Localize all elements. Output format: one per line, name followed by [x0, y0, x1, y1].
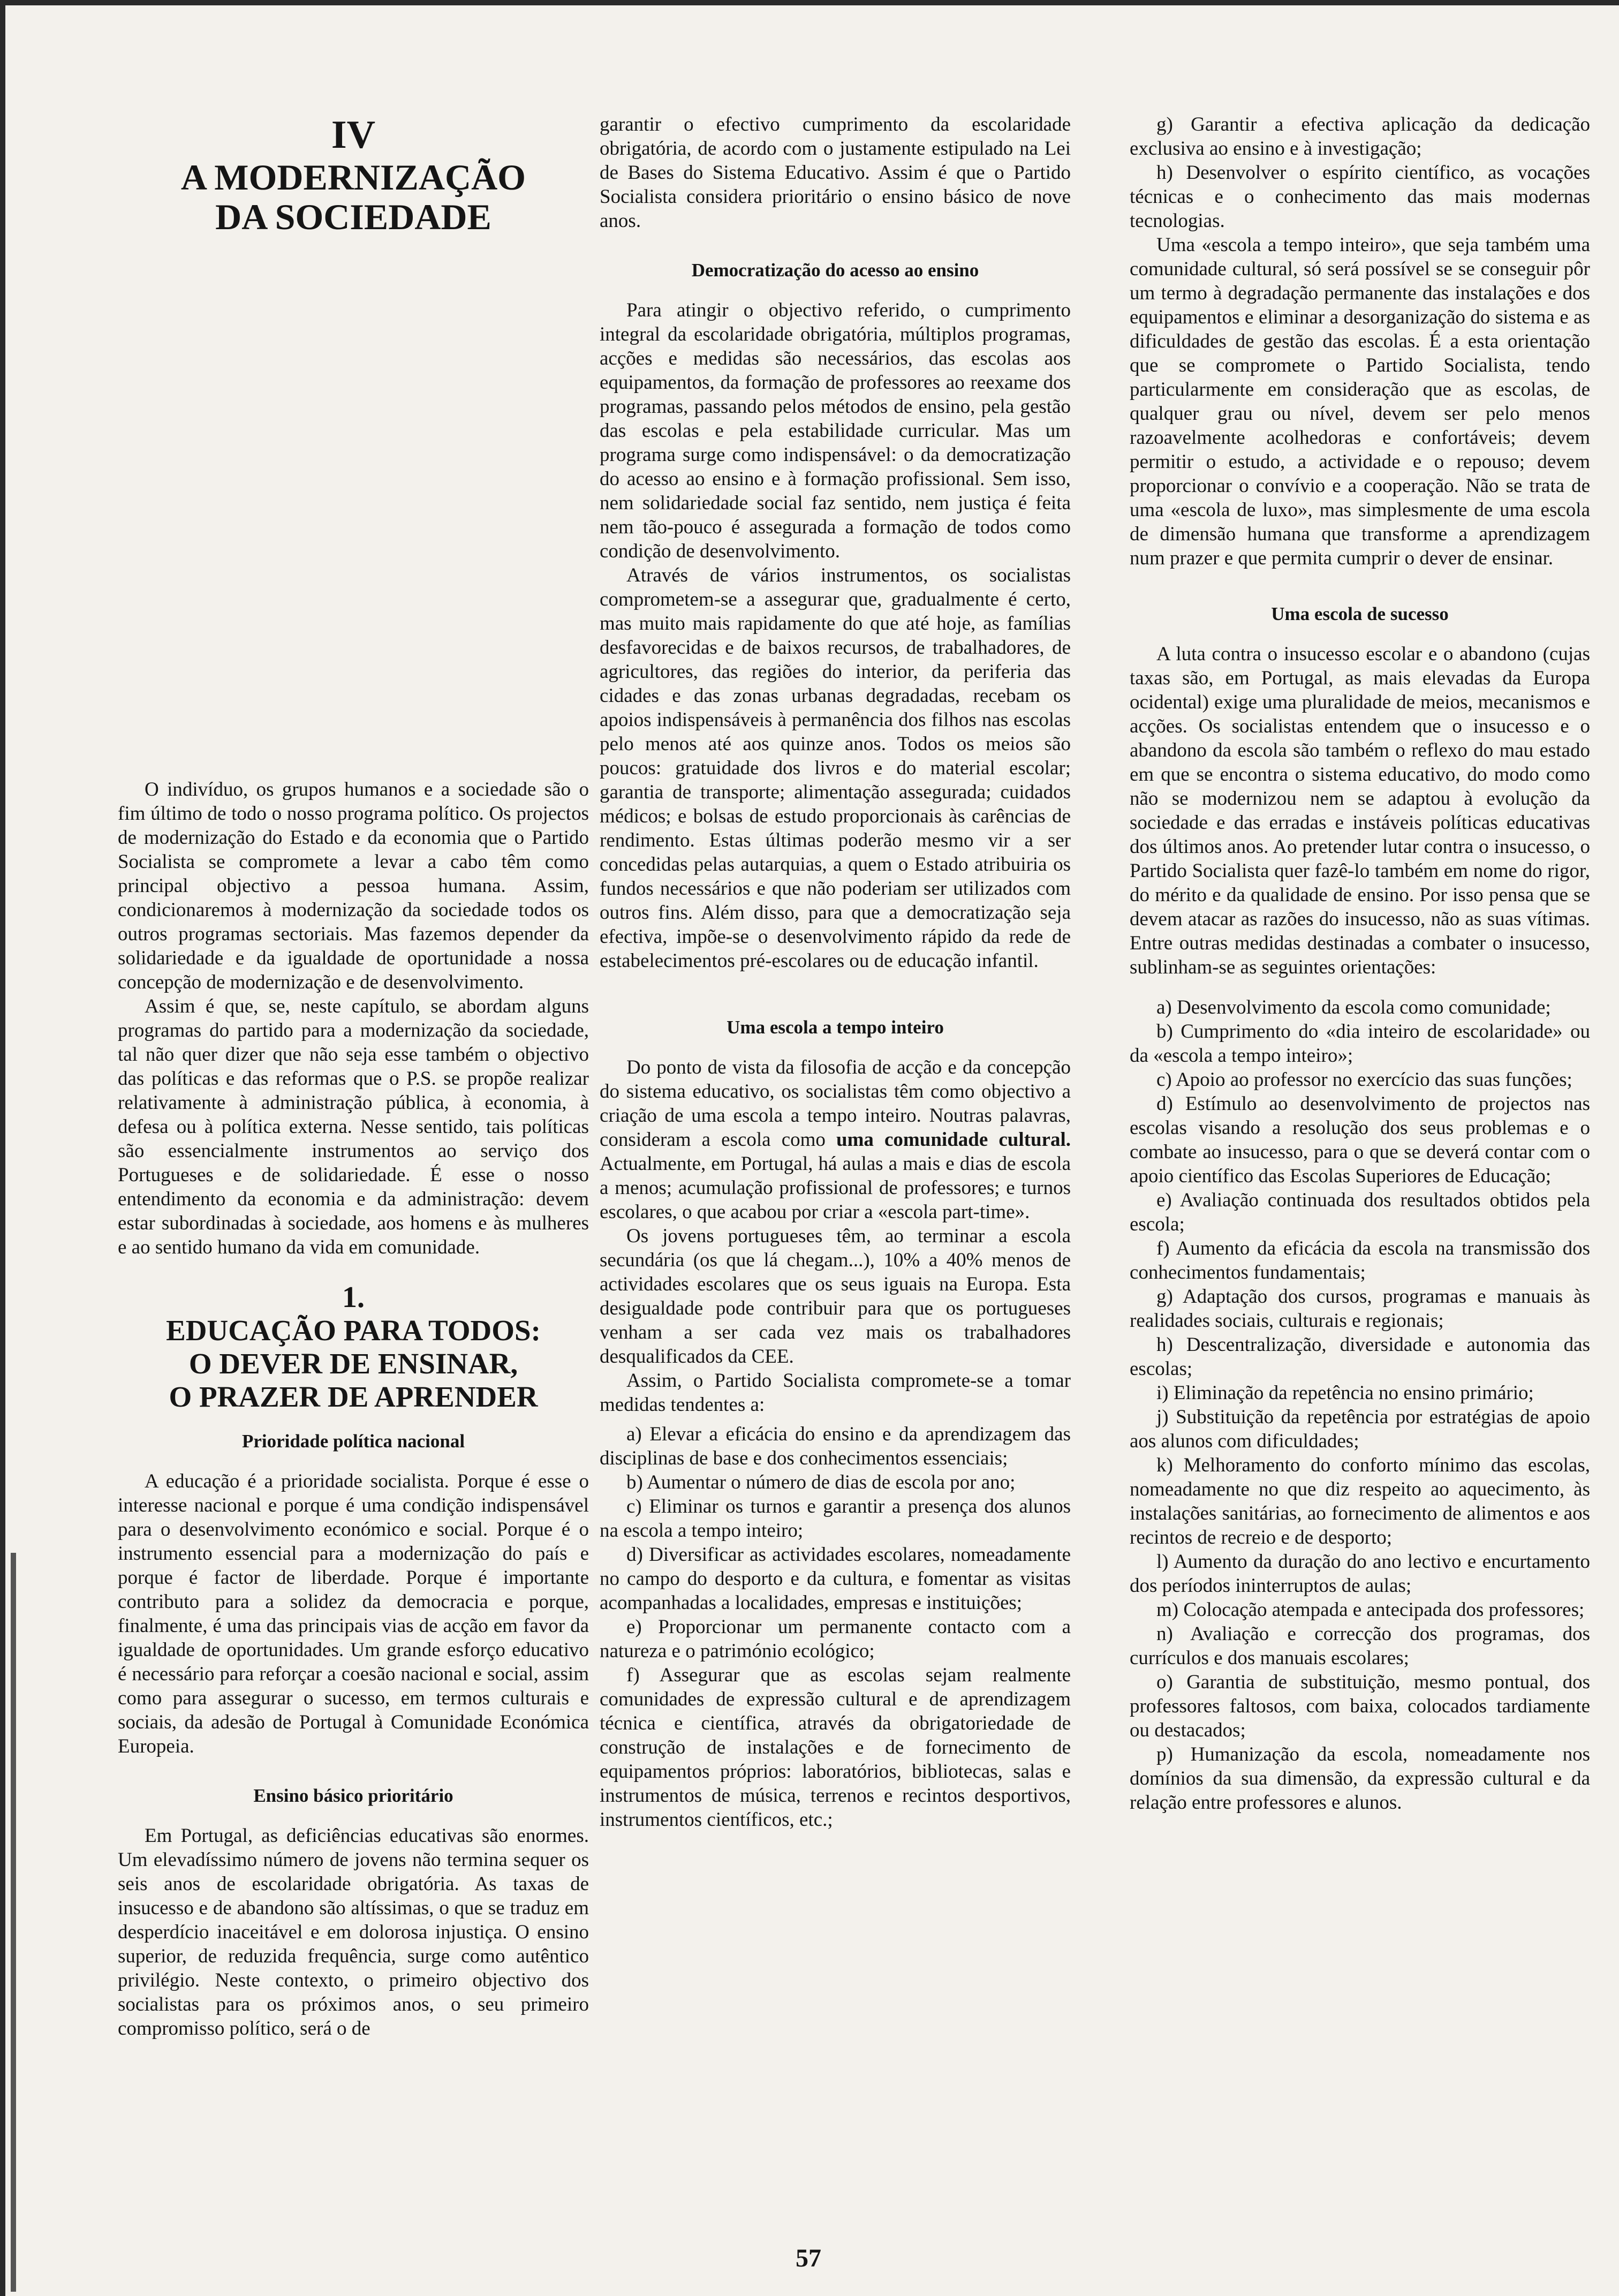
list-item: o) Garantia de substituição, mesmo pontual, dos professores faltosos, com baixa, colocados tardiamente ou destacados;	[1130, 1671, 1590, 1741]
blank-space	[118, 237, 589, 777]
list-item: p) Humanização da escola, nomeadamente nos domínios da sua dimensão, da expressão cultural e da relação entre professores e alunos.	[1130, 1743, 1590, 1814]
paragraph: Os jovens portugueses têm, ao terminar a escola secundária (os que lá chegam...), 10% a 40% menos de actividades escolares que os seus iguais na Europa. Esta desigualdade pode contribuir para que os portugueses venham a ser cada vez mais os trabalhadores desqualificados da CEE.	[600, 1225, 1071, 1368]
list-item: d) Diversificar as actividades escolares, nomeadamente no campo do desporto e da cultura, e fomentar as visitas acompanhadas a localidades, empresas e instituições;	[600, 1544, 1071, 1614]
list-item: c) Apoio ao professor no exercício das suas funções;	[1156, 1069, 1572, 1091]
text-run: Actualmente, em Portugal, há aulas a mais e dias de escola a menos; acumulação profissional de professores; e turnos escolares, o que acabou por criar a «escola part-time».	[600, 1153, 1071, 1223]
column-middle	[600, 112, 1071, 2174]
subheading: Democratização do acesso ao ensino	[691, 260, 979, 281]
chapter-number: IV	[331, 113, 376, 157]
list-item: c) Eliminar os turnos e garantir a presença dos alunos na escola a tempo inteiro;	[600, 1496, 1071, 1542]
list-item: m) Colocação atempada e antecipada dos professores;	[1156, 1599, 1585, 1621]
measures-list-continued	[1130, 112, 1590, 233]
chapter-title-line1: A MODERNIZAÇÃO	[180, 157, 526, 198]
list-item: g) Adaptação dos cursos, programas e manuais às realidades sociais, culturais e regionais;	[1130, 1286, 1590, 1332]
list-item: h) Descentralização, diversidade e autonomia das escolas;	[1130, 1334, 1590, 1380]
section-title-line1: EDUCAÇÃO PARA TODOS:	[166, 1314, 541, 1347]
paragraph: Para atingir o objectivo referido, o cumprimento integral da escolaridade obrigatória, múltiplos programas, acções e medidas são necessários, das escolas aos equipamentos, da formação de professores ao reexame dos programas, passando pelos métodos de ensino, pela gestão das escolas e pela estabilidade curricular. Mas um programa surge como indispensável: o da democratização do acesso ao ensino e à formação profissional. Sem isso, nem solidariedade social faz sentido, nem justiça é feita nem tão-pouco é assegurada a formação de todos como condição de desenvolvimento.	[600, 299, 1071, 562]
list-item: n) Avaliação e correcção dos programas, dos currículos e dos manuais escolares;	[1130, 1623, 1590, 1669]
paragraph: Em Portugal, as deficiências educativas são enormes. Um elevadíssimo número de jovens não termina sequer os seis anos de escolaridade obrigatória. As taxas de insucesso e de abandono são altíssimas, o que se traduz em desperdício inaceitável e em dolorosa injustiça. O ensino superior, de reduzida frequência, surge como autêntico privilégio. Neste contexto, o primeiro objectivo dos socialistas para os próximos anos, o seu primeiro compromisso político, será o de	[118, 1825, 589, 2040]
paragraph: Assim é que, se, neste capítulo, se abordam alguns programas do partido para a modernização da sociedade, tal não quer dizer que não seja esse também o objectivo das políticas e das reformas que o P.S. se propõe realizar relativamente à administração pública, à economia, à defesa ou à política externa. Nesse sentido, tais políticas são essencialmente instrumentos ao serviço dos Portugueses e de solidariedade. É esse o nosso entendimento da economia e da administração: devem estar subordinadas à sociedade, aos homens e às mulheres e ao sentido humano da vida em comunidade.	[118, 995, 589, 1258]
paragraph: A luta contra o insucesso escolar e o abandono (cujas taxas são, em Portugal, as mais elevadas da Europa ocidental) exige uma pluralidade de meios, mecanismos e acções. Os socialistas entendem que o insucesso e o abandono da escola são também o reflexo do mau estado em que se encontra o sistema educativo, do modo como não se modernizou nem se adaptou à evolução da sociedade e das erradas e instáveis políticas educativas dos últimos anos. Ao pretender lutar contra o insucesso, o Partido Socialista quer fazê-lo também em nome do rigor, do mérito e da qualidade de ensino. Por isso pensa que se devem atacar as razões do insucesso, não as suas vítimas. Entre outras medidas destinadas a combater o insucesso, sublinham-se as seguintes orientações:	[1130, 643, 1590, 978]
column-right	[1130, 112, 1590, 2174]
list-item: j) Substituição da repetência por estratégias de apoio aos alunos com dificuldades;	[1130, 1406, 1590, 1452]
list-item: d) Estímulo ao desenvolvimento de projectos nas escolas visando a resolução dos seus problemas e o combate ao insucesso, para o que se deverá contar com o apoio científico das Escolas Superiores de Educação;	[1130, 1093, 1590, 1187]
section-title-line2: O DEVER DE ENSINAR,	[188, 1347, 518, 1380]
list-item: b) Cumprimento do «dia inteiro de escolaridade» ou da «escola a tempo inteiro»;	[1130, 1021, 1590, 1067]
section-number: 1.	[342, 1281, 365, 1314]
bold-text: uma comunidade cultural.	[836, 1129, 1071, 1151]
column-left	[118, 112, 589, 2174]
list-item: i) Eliminação da repetência no ensino primário;	[1156, 1382, 1534, 1404]
chapter-title-line2: DA SOCIEDADE	[215, 197, 491, 237]
subheading: Uma escola a tempo inteiro	[727, 1017, 944, 1038]
text-run: Do ponto de vista da filosofia de acção e da concepção do sistema educativo, os socialistas têm como objectivo a criação de uma escola a tempo inteiro. Noutras palavras, consideram a escola como	[600, 1056, 1071, 1151]
paragraph	[600, 1055, 1071, 1224]
list-item: a) Elevar a eficácia do ensino e da aprendizagem das disciplinas de base e dos conhecimentos essenciais;	[600, 1423, 1071, 1469]
subheading: Prioridade política nacional	[241, 1431, 465, 1452]
measures-list	[600, 1422, 1071, 1832]
page-edge-top	[0, 0, 1619, 5]
page-edge-left	[0, 0, 5, 2296]
list-item: b) Aumentar o número de dias de escola por ano;	[626, 1471, 1016, 1493]
list-item: g) Garantir a efectiva aplicação da dedicação exclusiva ao ensino e à investigação;	[1130, 114, 1590, 160]
list-item: a) Desenvolvimento da escola como comunidade;	[1156, 996, 1551, 1018]
list-item: h) Desenvolver o espírito científico, as vocações técnicas e o conhecimento das mais modernas tecnologias.	[1130, 162, 1590, 232]
paragraph: O indivíduo, os grupos humanos e a sociedade são o fim último de todo o nosso programa político. Os projectos de modernização do Estado e da economia que o Partido Socialista se compromete a levar a cabo têm como principal objectivo a pessoa humana. Assim, condicionaremos à modernização da sociedade todos os outros programas sectoriais. Mas fazemos depender da solidariedade e da igualdade de oportunidade a nossa concepção de modernização e de desenvolvimento.	[118, 779, 589, 993]
list-item: e) Avaliação continuada dos resultados obtidos pela escola;	[1130, 1189, 1590, 1235]
paragraph: Uma «escola a tempo inteiro», que seja também uma comunidade cultural, só será possível se se conseguir pôr um termo à degradação permanente das instalações e dos equipamentos e eliminar a desorganização do sistema e as dificuldades de gestão das escolas. É a esta orientação que se compromete o Partido Socialista, tendo particularmente em consideração que as escolas, de qualquer grau ou nível, devem ser pelo menos razoavelmente acolhedoras e confortáveis; devem permitir o estudo, a actividade e o repouso; devem proporcionar o convívio e a cooperação. Não se trata de uma «escola de luxo», mas simplesmente de uma escola de dimensão humana que transforme a aprendizagem num prazer e que permita cumprir o dever de ensinar.	[1130, 234, 1590, 569]
paragraph: Assim, o Partido Socialista compromete-se a tomar medidas tendentes a:	[600, 1370, 1071, 1416]
list-item: e) Proporcionar um permanente contacto com a natureza e o património ecológico;	[600, 1616, 1071, 1662]
page-binding-shadow	[11, 1553, 16, 2292]
section-title-line3: O PRAZER DE APRENDER	[169, 1380, 538, 1413]
subheading: Ensino básico prioritário	[253, 1785, 453, 1806]
list-item: k) Melhoramento do conforto mínimo das escolas, nomeadamente no que diz respeito ao aquecimento, às instalações sanitárias, ao fornecimento de alimentos e aos recintos de recreio e de desporto;	[1130, 1454, 1590, 1549]
orientations-list	[1130, 995, 1590, 1815]
paragraph: A educação é a prioridade socialista. Porque é esse o interesse nacional e porque é uma condição indispensável para o desenvolvimento económico e social. Porque é o instrumento essencial para a modernização do país e porque é factor de liberdade. Porque é importante contributo para a solidez da democracia e porque, finalmente, é uma das principais vias de acção em favor da igualdade de oportunidades. Um grande esforço educativo é necessário para reforçar a coesão nacional e social, assim como para assegurar o sucesso, em termos culturais e sociais, da adesão de Portugal à Comunidade Económica Europeia.	[118, 1470, 589, 1757]
list-item: f) Assegurar que as escolas sejam realmente comunidades de expressão cultural e de aprendizagem técnica e científica, através da obrigatoriedade de construção de instalações e de fornecimento de equipamentos próprios: laboratórios, bibliotecas, salas e instrumentos de música, terrenos e recintos desportivos, instrumentos científicos, etc.;	[600, 1664, 1071, 1831]
subheading: Uma escola de sucesso	[1271, 603, 1449, 624]
list-item: l) Aumento da duração do ano lectivo e encurtamento dos períodos ininterruptos de aulas;	[1130, 1551, 1590, 1597]
paragraph: Através de vários instrumentos, os socialistas comprometem-se a assegurar que, gradualmente é certo, mas muito mais rapidamente do que até hoje, as famílias desfavorecidas e de baixos recursos, de trabalhadores, de agricultores, das regiões do interior, da periferia das cidades e das zonas urbanas degradadas, recebam os apoios indispensáveis à permanência dos filhos nas escolas pelo menos até aos quinze anos. Todos os meios são poucos: gratuidade dos livros e do material escolar; garantia de transporte; alimentação assegurada; cuidados médicos; e bolsas de estudo proporcionais às carências de rendimento. Estas últimas poderão mesmo vir a ser concedidas pelas autarquias, a quem o Estado atribuiria os fundos necessários e que não poderiam ser utilizados com outros fins. Além disso, para que a democratização seja efectiva, impõe-se o desenvolvimento rápido da rede de estabelecimentos pré-escolares ou de educação infantil.	[600, 564, 1071, 972]
list-item: f) Aumento da eficácia da escola na transmissão dos conhecimentos fundamentais;	[1130, 1237, 1590, 1283]
paragraph: garantir o efectivo cumprimento da escolaridade obrigatória, de acordo com o justamente estipulado na Lei de Bases do Sistema Educativo. Assim é que o Partido Socialista considera prioritário o ensino básico de nove anos.	[600, 114, 1071, 232]
page-number: 57	[796, 2244, 821, 2272]
